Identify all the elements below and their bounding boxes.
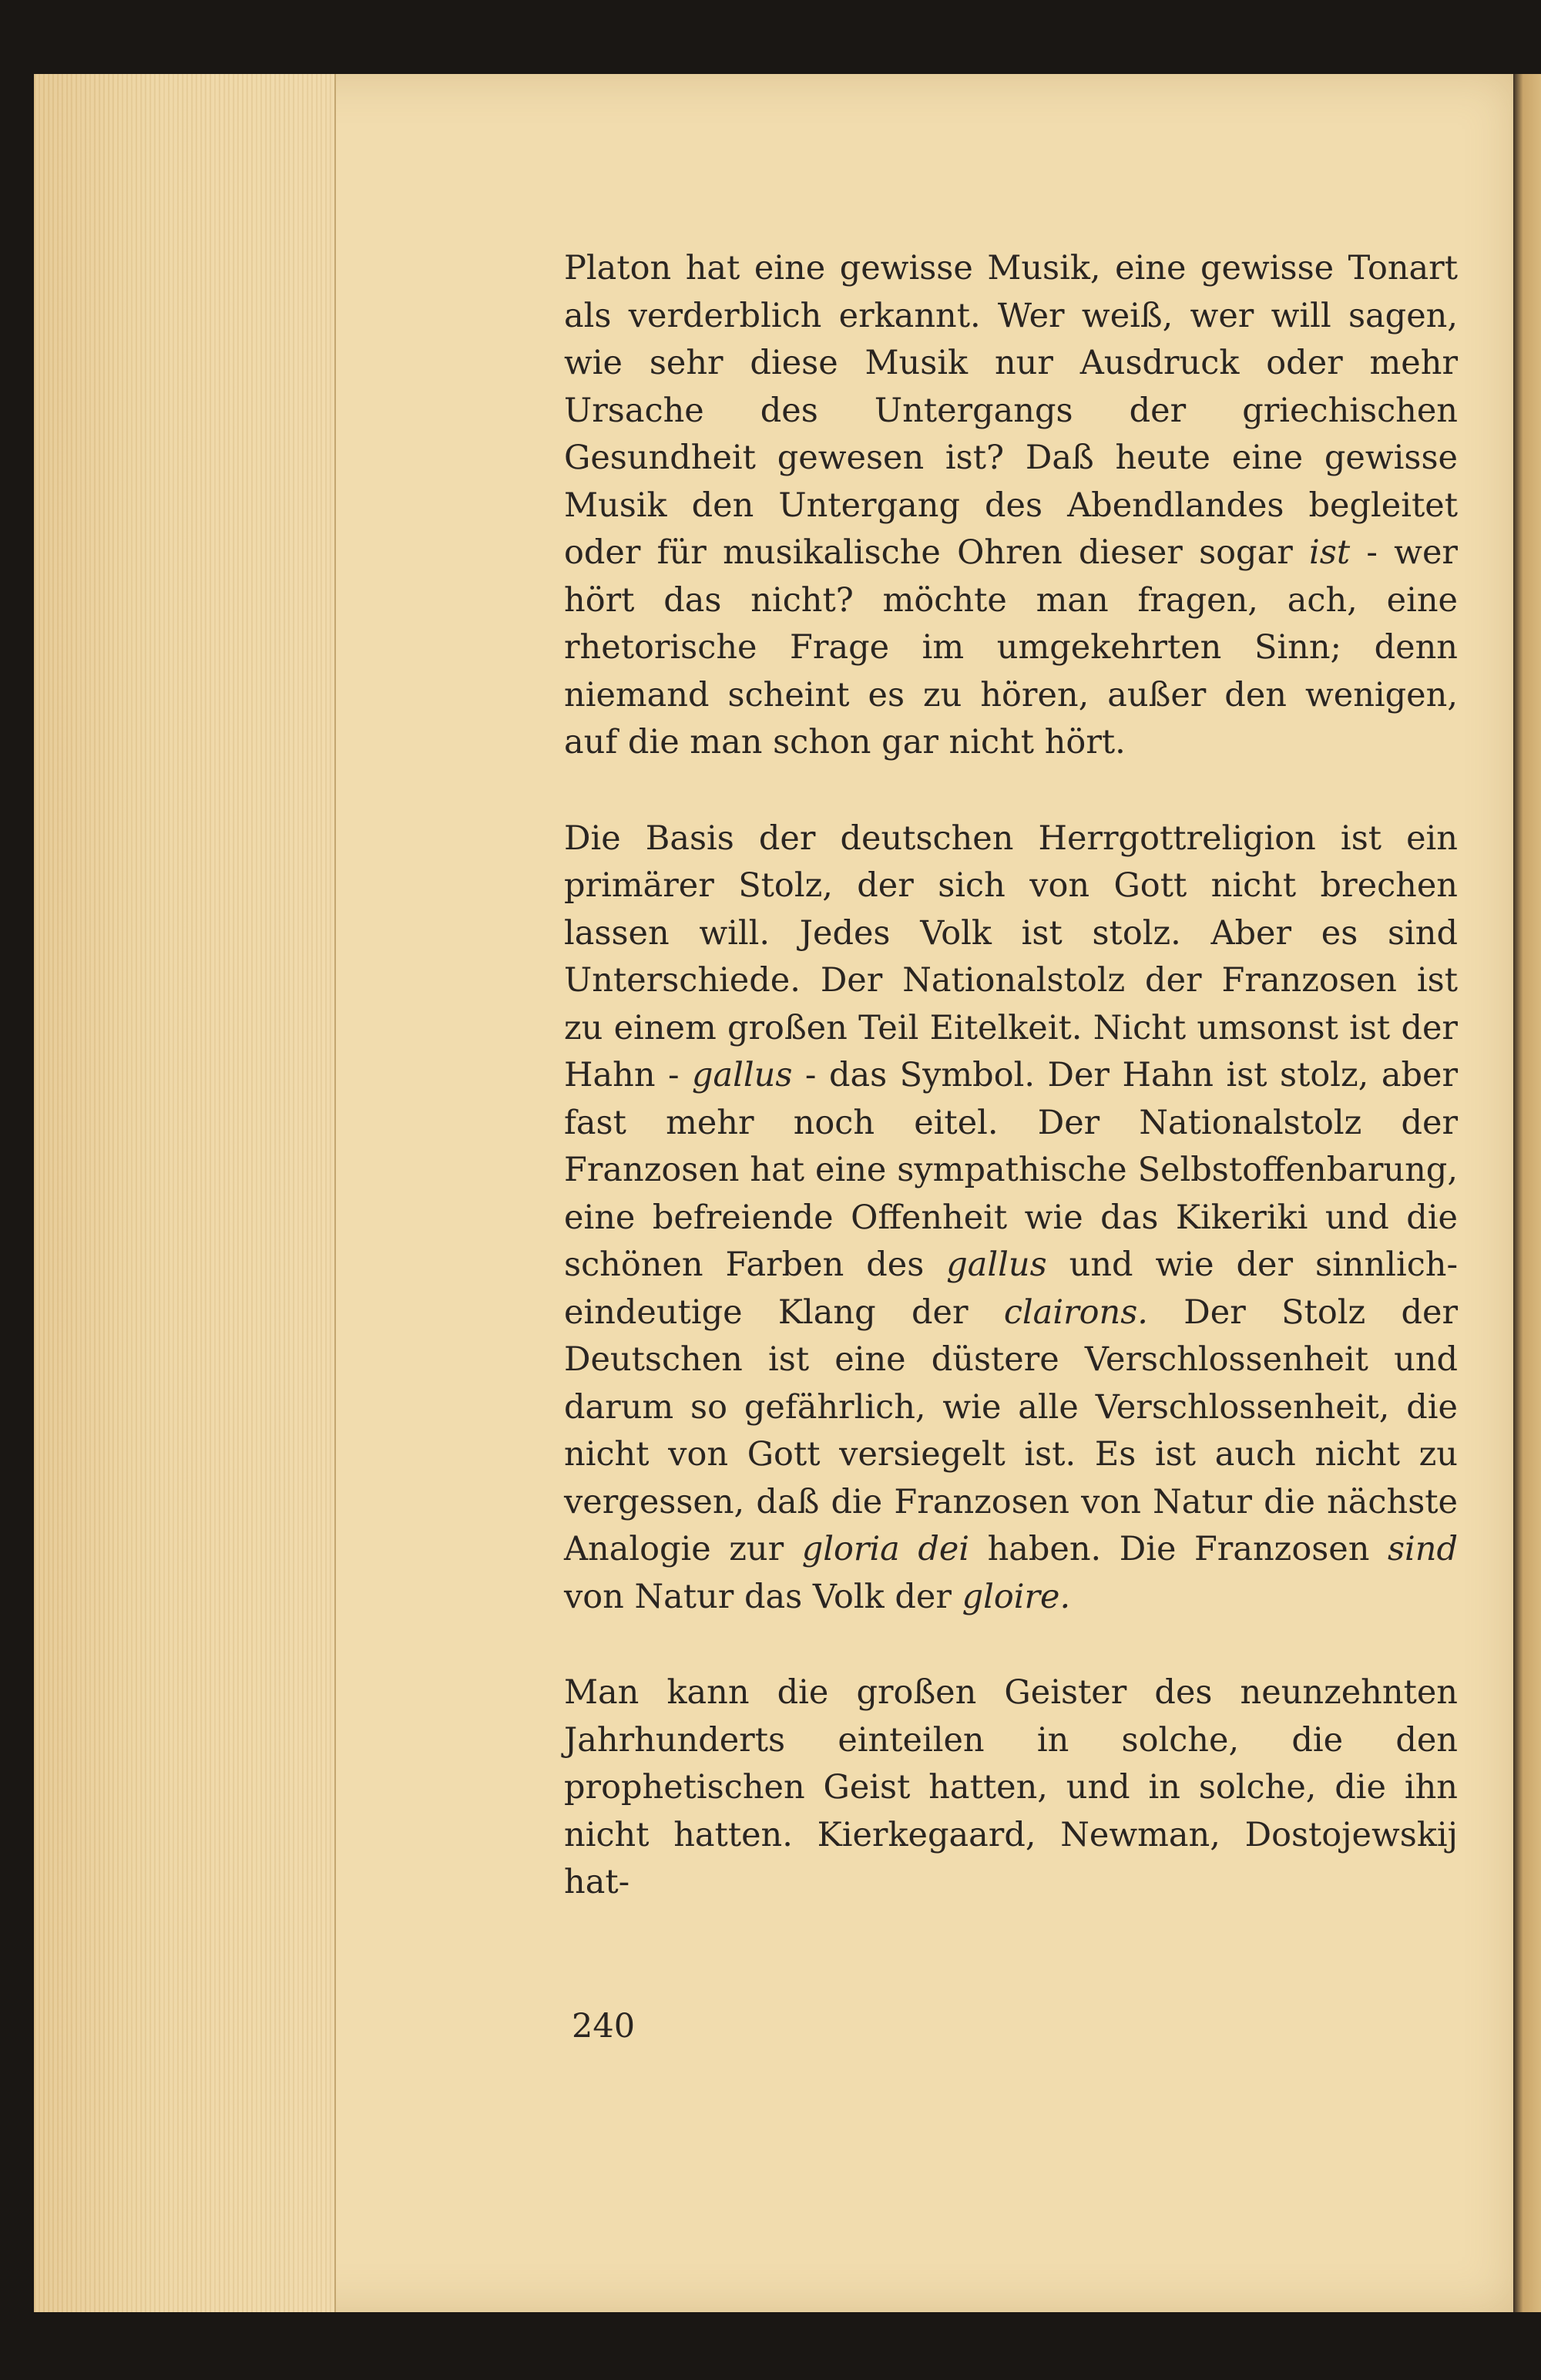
text-run: - wer hört das nicht? möchte man fragen, ach, eine rhetorische Frage im umgekehrten Sinn; denn niemand scheint es zu hören, außer den wenigen, auf die man schon gar nicht hört. bbox=[564, 533, 1458, 761]
text-run: und wie der sinnlich-eindeutige Klang der bbox=[564, 1245, 1459, 1332]
italic-text-run: gloria dei bbox=[801, 1530, 970, 1568]
italic-text-run: sind bbox=[1387, 1530, 1458, 1568]
italic-text-run: clairons. bbox=[1003, 1293, 1148, 1332]
text-run: von Natur das Volk der bbox=[564, 1577, 962, 1616]
italic-text-run: ist bbox=[1309, 533, 1351, 572]
page-number: 240 bbox=[572, 2007, 636, 2046]
italic-text-run: gloire. bbox=[962, 1577, 1071, 1616]
text-run: Die Basis der deutschen Herrgottreligion ist ein primärer Stolz, der sich von Gott nicht brechen lassen will. Jedes Volk ist stolz. Aber es sind Unterschiede. Der Nationalstolz der Franzosen ist zu einem großen Teil Eitelkeit. Nicht umsonst ist der Hahn - bbox=[564, 819, 1458, 1094]
paragraph bbox=[564, 245, 1458, 767]
paragraph bbox=[564, 815, 1458, 1622]
text-run: Man kann die großen Geister des neunzehnten Jahrhunderts einteilen in solche, die den prophetischen Geist hatten, und in solche, die ihn nicht hatten. Kierkegaard, Newman, Dostojewskij hat- bbox=[564, 1673, 1458, 1901]
text-run: haben. Die Franzosen bbox=[969, 1530, 1388, 1568]
italic-text-run: gallus bbox=[946, 1245, 1047, 1284]
body-text bbox=[564, 245, 1458, 1907]
book-spine-edge bbox=[1513, 74, 1541, 2312]
text-run: - das Symbol. Der Hahn ist stolz, aber fast mehr noch eitel. Der Nationalstolz der Franzosen hat eine sympathische Selbstoffenbarung, eine befreiende Offenheit wie das Kikeriki und die schönen Farben des bbox=[564, 1056, 1458, 1284]
text-run: Der Stolz der Deutschen ist eine düstere Verschlossenheit und darum so gefährlich, wie alle Verschlossenheit, die nicht von Gott versiegelt ist. Es ist auch nicht zu vergessen, daß die Franzosen von Natur die nächste Analogie zur bbox=[564, 1293, 1458, 1568]
paragraph bbox=[564, 1669, 1458, 1907]
book-page-edges bbox=[34, 74, 336, 2312]
italic-text-run: gallus bbox=[692, 1056, 793, 1094]
text-run: Platon hat eine gewisse Musik, eine gewisse Tonart als verderblich erkannt. Wer weiß, wer will sagen, wie sehr diese Musik nur Ausdruck oder mehr Ursache des Untergangs der griechischen Gesundheit gewesen ist? Daß heute eine gewisse Musik den Untergang des Abendlandes begleitet oder für musikalische Ohren dieser sogar bbox=[564, 249, 1458, 572]
